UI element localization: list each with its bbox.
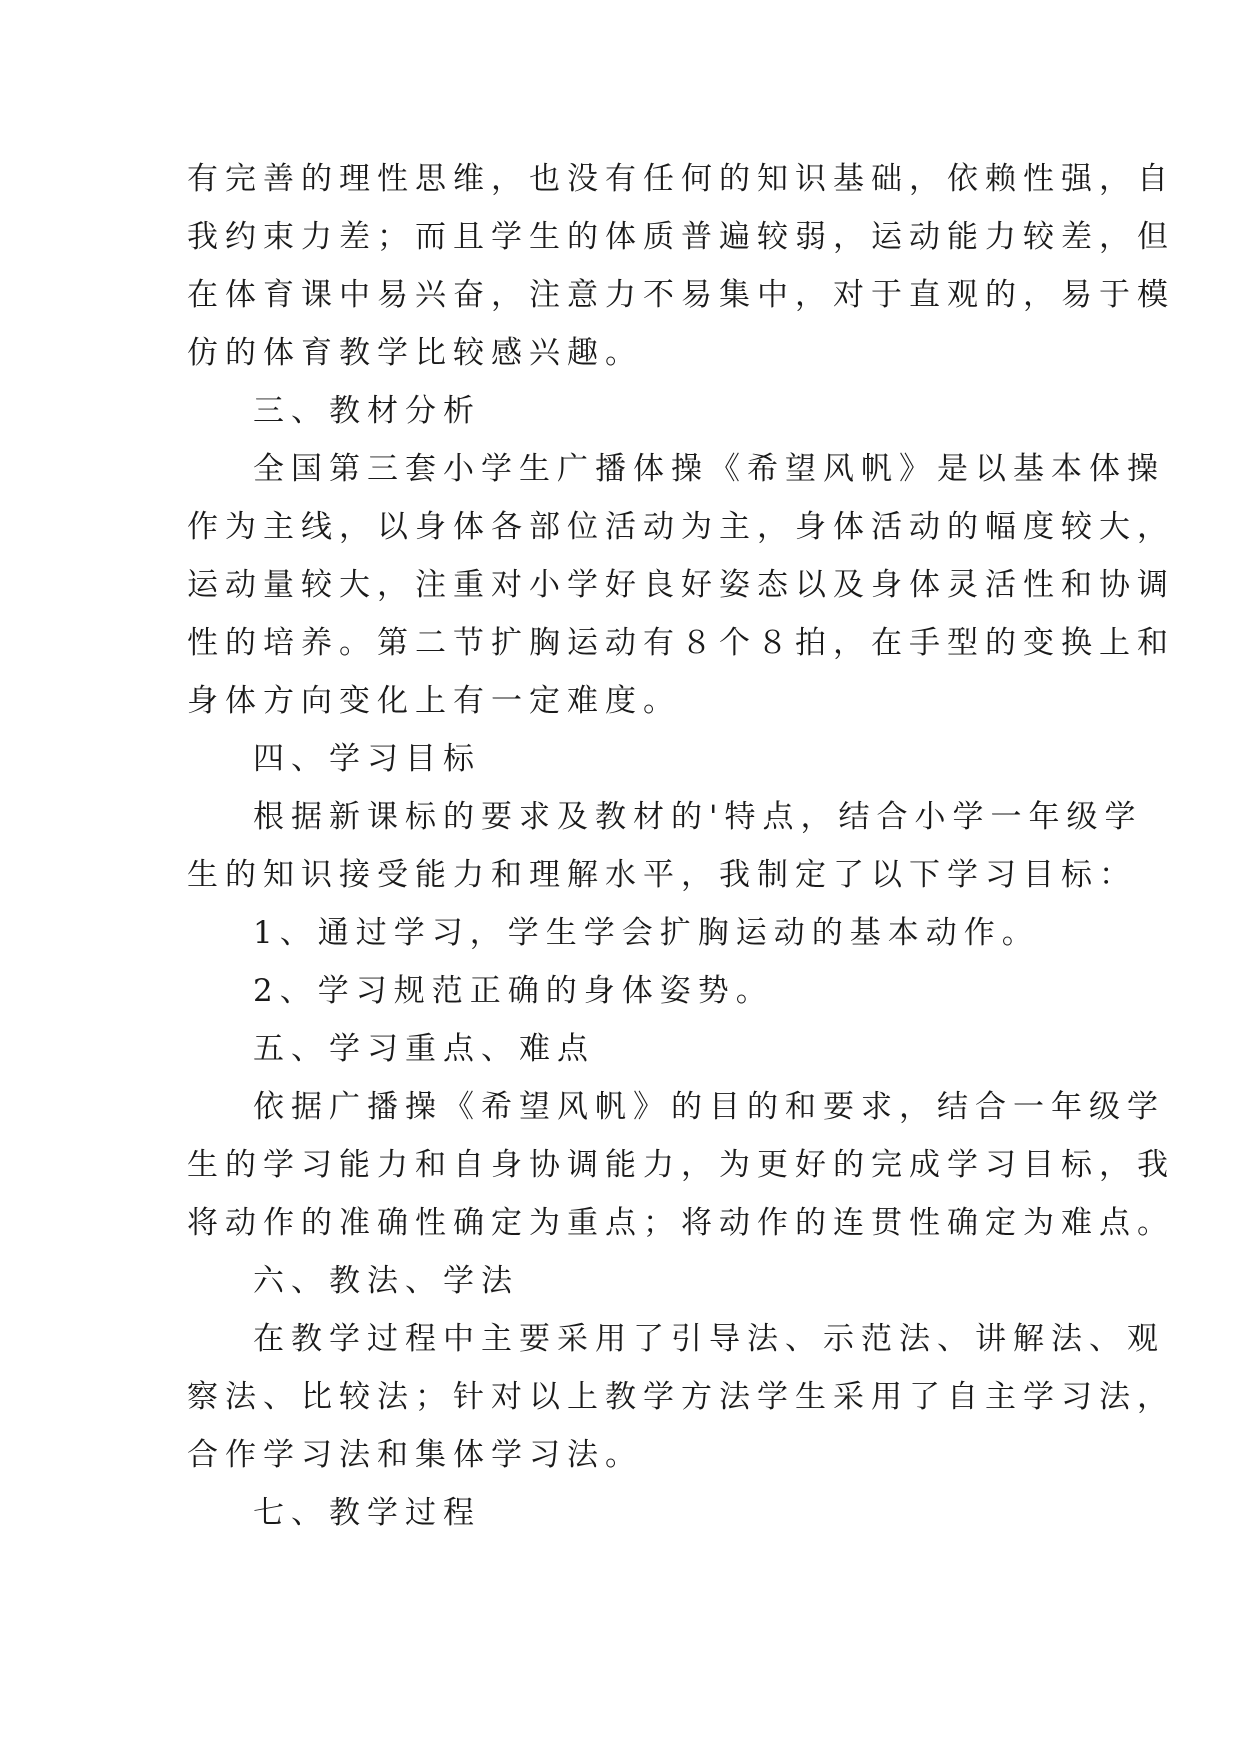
text-line: 生的知识接受能力和理解水平，我制定了以下学习目标： — [187, 857, 1137, 893]
text-line: 作为主线，以身体各部位活动为主，身体活动的幅度较大， — [187, 509, 1175, 545]
document-body — [187, 150, 1175, 1542]
text-line: 在体育课中易兴奋，注意力不易集中，对于直观的，易于模 — [187, 277, 1175, 313]
text-line: 我约束力差；而且学生的体质普遍较弱，运动能力较差，但 — [187, 219, 1175, 255]
text-line: 察法、比较法；针对以上教学方法学生采用了自主学习法， — [187, 1379, 1175, 1415]
text-line: 运动量较大，注重对小学好良好姿态以及身体灵活性和协调 — [187, 567, 1175, 603]
text-line: 将动作的准确性确定为重点；将动作的连贯性确定为难点。 — [187, 1205, 1175, 1241]
text-line: 身体方向变化上有一定难度。 — [187, 683, 681, 719]
text-line: 仿的体育教学比较感兴趣。 — [187, 335, 643, 371]
text-line: 根据新课标的要求及教材的'特点，结合小学一年级学 — [253, 799, 1143, 835]
text-line: 性的培养。第二节扩胸运动有８个８拍，在手型的变换上和 — [187, 625, 1175, 661]
text-line: 七、教学过程 — [253, 1495, 481, 1531]
text-line: 有完善的理性思维，也没有任何的知识基础，依赖性强，自 — [187, 161, 1175, 197]
text-line: 五、学习重点、难点 — [253, 1031, 595, 1067]
text-line: 在教学过程中主要采用了引导法、示范法、讲解法、观 — [253, 1321, 1165, 1357]
text-line: 六、教法、学法 — [253, 1263, 519, 1299]
text-line: 合作学习法和集体学习法。 — [187, 1437, 643, 1473]
text-line: 依据广播操《希望风帆》的目的和要求，结合一年级学 — [253, 1089, 1165, 1125]
text-line: 三、教材分析 — [253, 393, 481, 429]
text-line: 生的学习能力和自身协调能力，为更好的完成学习目标，我 — [187, 1147, 1175, 1183]
text-line: 2、学习规范正确的身体姿势。 — [253, 973, 774, 1009]
text-line: 四、学习目标 — [253, 741, 481, 777]
text-line: 全国第三套小学生广播体操《希望风帆》是以基本体操 — [253, 451, 1165, 487]
text-line: 1、通过学习，学生学会扩胸运动的基本动作。 — [253, 915, 1040, 951]
